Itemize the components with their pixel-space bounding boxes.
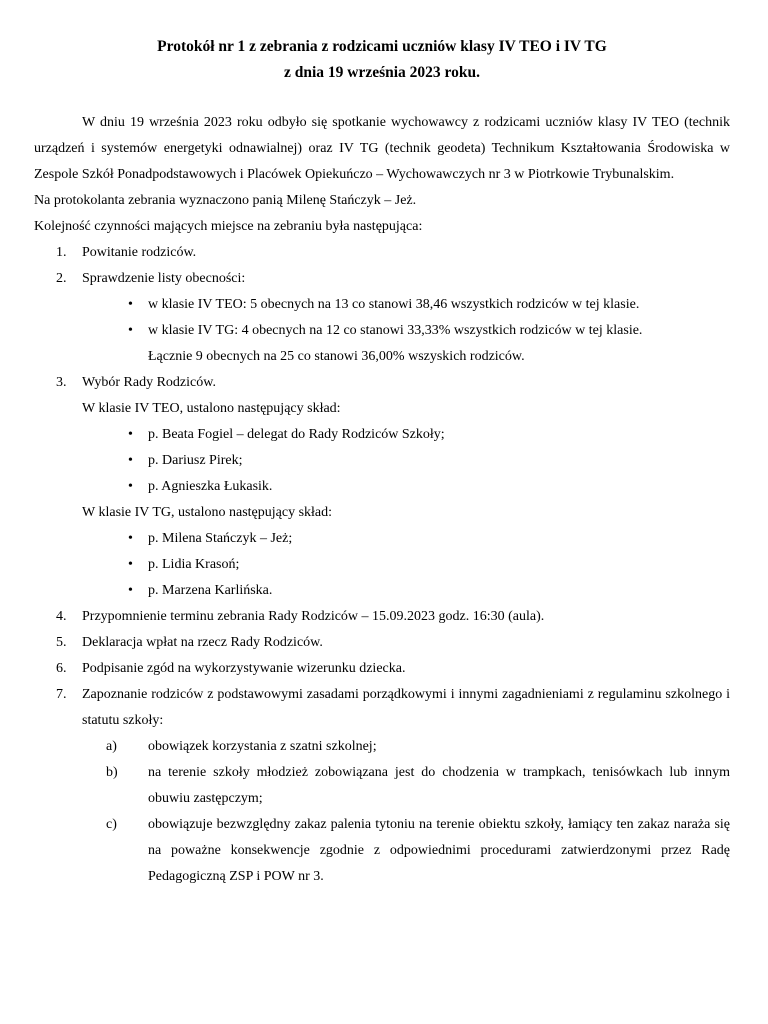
bullet: • <box>128 323 133 338</box>
agenda-list <box>34 240 730 890</box>
agenda-item <box>34 370 730 604</box>
agenda-item <box>34 630 730 656</box>
agenda-number: 5. <box>56 635 67 650</box>
agenda-text: Przypomnienie terminu zebrania Rady Rodziców – 15.09.2023 godz. 16:30 (aula). <box>82 609 545 624</box>
agenda-number: 4. <box>56 609 67 624</box>
recorder-line: Na protokolanta zebrania wyznaczono panią Milenę Stańczyk – Jeż. <box>34 193 417 208</box>
agenda-text: Podpisanie zgód na wykorzystywanie wizerunku dziecka. <box>82 661 406 676</box>
agenda-item <box>34 240 730 266</box>
bullet: • <box>128 583 133 598</box>
rules-list <box>82 734 730 890</box>
order-intro: Kolejność czynności mających miejsce na zebraniu była następująca: <box>34 219 423 234</box>
list-item <box>128 318 730 370</box>
list-item <box>128 552 730 578</box>
list-item <box>128 474 730 500</box>
rule-text: na terenie szkoły młodzież zobowiązana jest do chodzenia w trampkach, tenisówkach lub innym obuwiu zastępczym; <box>148 765 730 806</box>
agenda-number: 7. <box>56 687 67 702</box>
list-item <box>128 526 730 552</box>
agenda-item <box>34 682 730 890</box>
member-name: p. Marzena Karlińska. <box>148 583 273 598</box>
agenda-number: 2. <box>56 271 67 286</box>
council-teo-intro: W klasie IV TEO, ustalono następujący skład: <box>82 401 341 416</box>
member-name: p. Milena Stańczyk – Jeż; <box>148 531 293 546</box>
document-title <box>34 34 730 86</box>
bullet: • <box>128 479 133 494</box>
attendance-text: w klasie IV TG: 4 obecnych na 12 co stanowi 33,33% wszystkich rodziców w tej klasie. <box>148 323 643 338</box>
title-line-1: Protokół nr 1 z zebrania z rodzicami uczniów klasy IV TEO i IV TG <box>157 38 607 55</box>
rule-letter: b) <box>106 765 118 780</box>
agenda-item <box>34 266 730 370</box>
bullet: • <box>128 427 133 442</box>
list-item <box>106 734 730 760</box>
list-item <box>106 760 730 812</box>
list-item <box>128 292 730 318</box>
member-name: p. Dariusz Pirek; <box>148 453 243 468</box>
agenda-number: 6. <box>56 661 67 676</box>
member-name: p. Agnieszka Łukasik. <box>148 479 273 494</box>
list-item <box>128 422 730 448</box>
council-teo-list <box>82 422 730 500</box>
rule-text: obowiązek korzystania z szatni szkolnej; <box>148 739 377 754</box>
title-line-2: z dnia 19 września 2023 roku. <box>283 64 481 81</box>
agenda-item <box>34 656 730 682</box>
agenda-text: Sprawdzenie listy obecności: <box>82 271 246 286</box>
attendance-text: w klasie IV TEO: 5 obecnych na 13 co stanowi 38,46 wszystkich rodziców w tej klasie. <box>148 297 640 312</box>
member-name: p. Lidia Krasoń; <box>148 557 240 572</box>
list-item <box>128 578 730 604</box>
attendance-list <box>82 292 730 370</box>
member-name: p. Beata Fogiel – delegat do Rady Rodziców Szkoły; <box>148 427 445 442</box>
bullet: • <box>128 453 133 468</box>
council-tg-list <box>82 526 730 604</box>
attendance-total: Łącznie 9 obecnych na 25 co stanowi 36,00% wszyskich rodziców. <box>148 349 525 364</box>
agenda-text: Deklaracja wpłat na rzecz Rady Rodziców. <box>82 635 323 650</box>
intro-paragraph: W dniu 19 września 2023 roku odbyło się spotkanie wychowawcy z rodzicami uczniów klasy IV TEO (technik urządzeń i systemów energetyki odnawialnej) oraz IV TG (technik geodeta) Technikum Kształtowania Środowiska w Zespole Szkół Ponadpodstawowych i Placówek Opiekuńczo – Wychowawczych nr 3 w Piotrkowie Trybunalskim. <box>34 115 730 182</box>
bullet: • <box>128 531 133 546</box>
rule-letter: c) <box>106 817 117 832</box>
bullet: • <box>128 297 133 312</box>
agenda-text: Zapoznanie rodziców z podstawowymi zasadami porządkowymi i innymi zagadnieniami z regulaminu szkolnego i statutu szkoły: <box>82 687 730 728</box>
agenda-text: Wybór Rady Rodziców. <box>82 375 216 390</box>
council-tg-intro: W klasie IV TG, ustalono następujący skład: <box>82 505 333 520</box>
agenda-text: Powitanie rodziców. <box>82 245 197 260</box>
list-item <box>106 812 730 890</box>
list-item <box>128 448 730 474</box>
agenda-number: 3. <box>56 375 67 390</box>
rule-text: obowiązuje bezwzględny zakaz palenia tytoniu na terenie obiektu szkoły, łamiący ten zakaz naraża się na poważne konsekwencje zgodnie z odpowiednimi procedurami zatwierdzonymi przez Radę Pedagogiczną ZSP i POW nr 3. <box>148 817 730 884</box>
agenda-number: 1. <box>56 245 67 260</box>
bullet: • <box>128 557 133 572</box>
agenda-item <box>34 604 730 630</box>
rule-letter: a) <box>106 739 117 754</box>
